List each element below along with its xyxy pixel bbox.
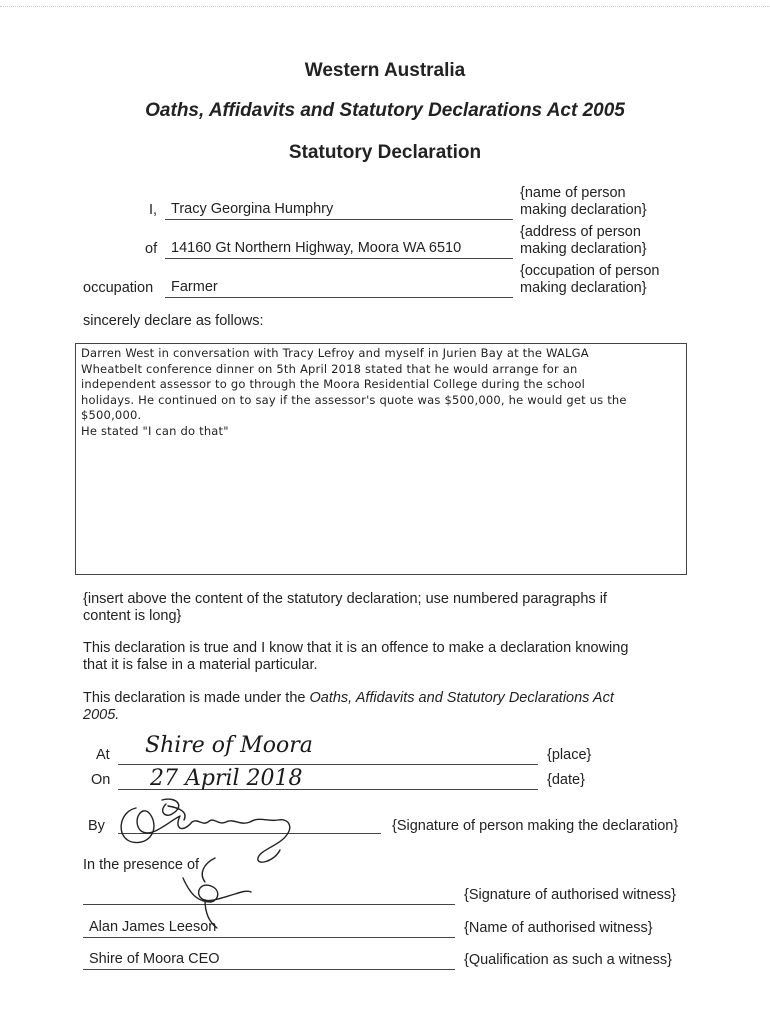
declaration-line: independent assessor to go through the Moora Residential College during the school [81, 377, 585, 392]
declarant-occupation-field: Farmer [165, 278, 513, 298]
occupation-label: occupation [83, 280, 154, 296]
declarant-name-field: Tracy Georgina Humphry [165, 200, 513, 220]
declare-intro: sincerely declare as follows: [83, 313, 264, 329]
name-note-line: {name of person [520, 185, 626, 201]
truth-statement [83, 640, 703, 674]
page-top-border [0, 6, 770, 7]
by-label: By [88, 818, 105, 834]
insert-note [83, 591, 703, 625]
made-under-year: 2005. [83, 707, 120, 723]
address-note-line: {address of person [520, 224, 641, 240]
witness-signature-note: {Signature of authorised witness} [464, 887, 676, 903]
truth-statement-line: that it is false in a material particular. [83, 657, 318, 673]
of-label: of [145, 241, 158, 257]
address-note-line: making declaration} [520, 241, 647, 257]
at-label: At [96, 747, 110, 763]
name-note [520, 185, 647, 219]
place-note: {place} [547, 747, 592, 763]
declaration-line: $500,000. [81, 408, 142, 423]
witness-qualification-field: Shire of Moora CEO [83, 950, 455, 970]
witness-name-note: {Name of authorised witness} [464, 920, 653, 936]
act-heading: Oaths, Affidavits and Statutory Declarations Act 2005 [145, 100, 625, 121]
date-note: {date} [547, 772, 585, 788]
insert-note-line: content is long} [83, 608, 182, 624]
declaration-content-box [75, 343, 687, 575]
witness-name-field: Alan James Leeson [83, 918, 455, 938]
date-handwritten: 27 April 2018 [150, 766, 303, 791]
declaration-line: Wheatbelt conference dinner on 5th April 2018 stated that he would arrange for an [81, 361, 578, 376]
declaration-line: He stated "I can do that" [81, 423, 229, 438]
address-note [520, 224, 647, 258]
on-label: On [91, 772, 111, 788]
place-handwritten: Shire of Moora [145, 733, 313, 758]
occupation-note [520, 263, 659, 297]
witness-signature-line [83, 884, 455, 905]
presence-label: In the presence of [83, 857, 200, 873]
state-heading: Western Australia [304, 60, 466, 81]
truth-statement-line: This declaration is true and I know that it is an offence to make a declaration knowing [83, 640, 629, 656]
declaration-line: holidays. He continued on to say if the assessor's quote was $500,000, he would get us the [81, 392, 627, 407]
witness-qualification-note: {Qualification as such a witness} [464, 952, 672, 968]
document-title: Statutory Declaration [288, 142, 482, 163]
occupation-note-line: making declaration} [520, 280, 647, 296]
declarant-signature-note: {Signature of person making the declaration} [392, 818, 679, 834]
name-note-line: making declaration} [520, 202, 647, 218]
i-label: I, [149, 202, 158, 218]
declaration-line: Darren West in conversation with Tracy Lefroy and myself in Jurien Bay at the WALGA [81, 346, 589, 360]
occupation-note-line: {occupation of person [520, 263, 660, 279]
made-under-prefix: This declaration is made under the [83, 690, 310, 706]
declarant-address-field: 14160 Gt Northern Highway, Moora WA 6510 [165, 239, 513, 259]
made-under-statement [83, 690, 703, 724]
made-under-act: Oaths, Affidavits and Statutory Declarations Act [309, 690, 614, 706]
insert-note-line: {insert above the content of the statutory declaration; use numbered paragraphs if [83, 591, 607, 607]
